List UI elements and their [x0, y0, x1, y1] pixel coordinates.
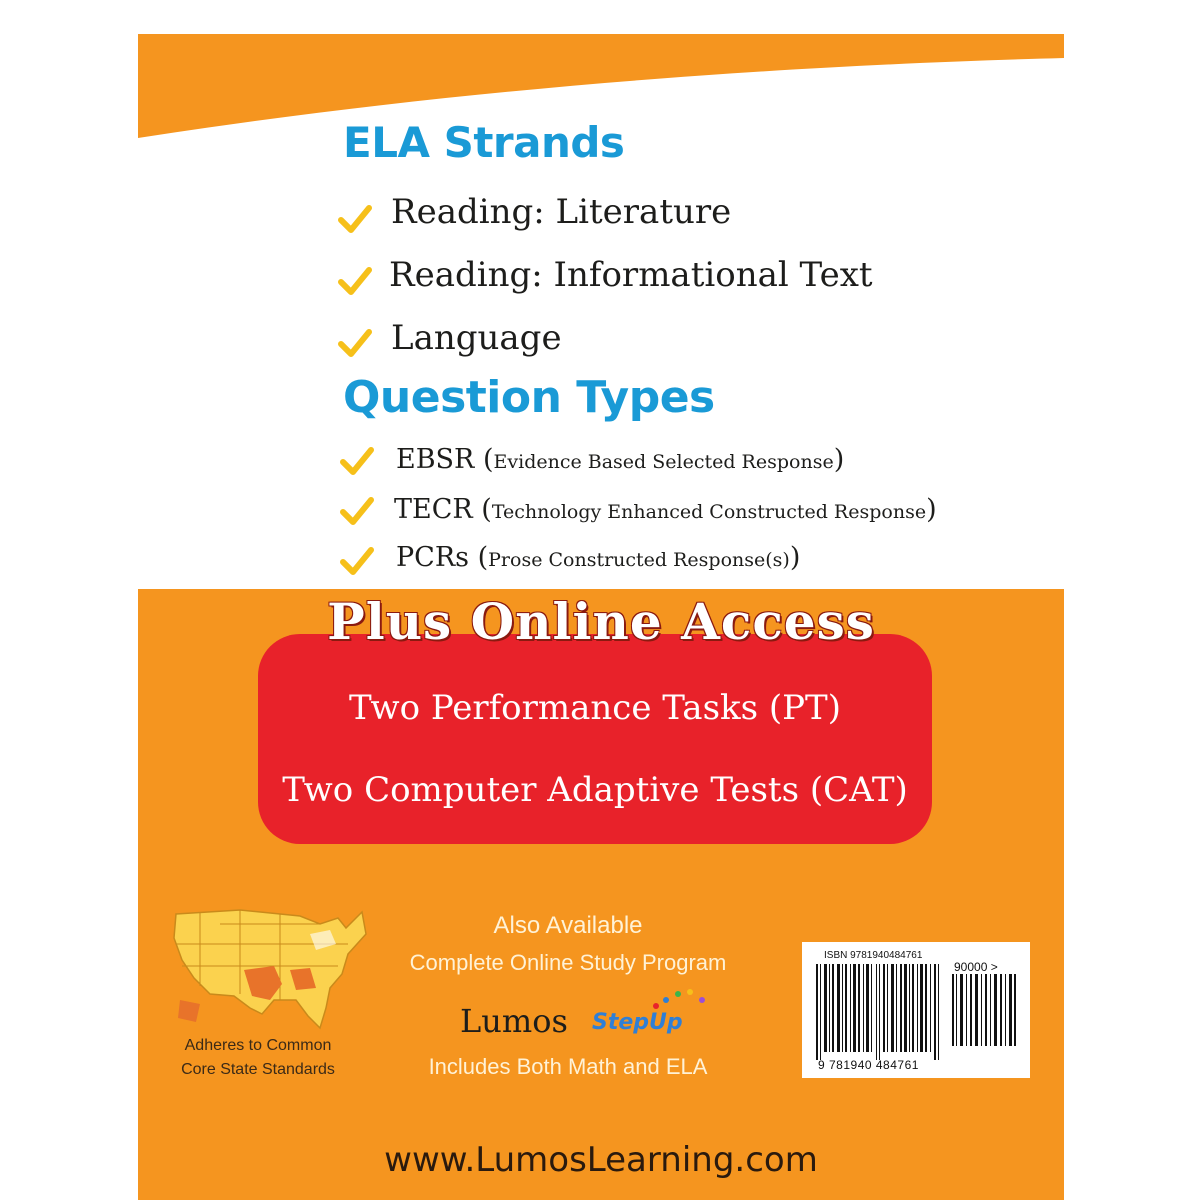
performance-tasks-text: Two Performance Tasks (PT): [349, 688, 841, 728]
standards-caption: [158, 1034, 358, 1082]
qtype-code: TECR: [394, 494, 473, 525]
lumos-brand: Lumos: [460, 1002, 568, 1040]
price-barcode-bars: [952, 974, 1018, 1046]
check-icon: [340, 446, 374, 476]
book-back-cover: [138, 34, 1064, 1200]
qtype-ebsr: EBSR (Evidence Based Selected Response): [396, 444, 845, 475]
qtype-detail: Prose Constructed Response(s): [488, 549, 790, 571]
stepup-dots-icon: [650, 986, 710, 1010]
qtype-code: PCRs: [396, 542, 470, 573]
website-url: www.LumosLearning.com: [384, 1140, 818, 1180]
barcode-digits: 9 781940 484761: [818, 1058, 919, 1072]
qtype-tecr: TECR (Technology Enhanced Constructed Response): [394, 494, 937, 525]
check-icon: [340, 496, 374, 526]
check-icon: [338, 266, 372, 296]
qtype-code: EBSR: [396, 444, 475, 475]
qtype-detail: Technology Enhanced Constructed Response: [491, 501, 927, 523]
price-code: 90000 >: [954, 960, 998, 974]
qtype-detail: Evidence Based Selected Response: [493, 451, 834, 473]
ela-strands-heading: ELA Strands: [343, 118, 625, 167]
plus-online-access-title: Plus Online Access: [327, 592, 875, 651]
online-study-program-text: Complete Online Study Program: [409, 950, 727, 975]
check-icon: [338, 328, 372, 358]
caption-line: Adheres to Common: [184, 1037, 332, 1054]
strand-reading-literature: Reading: Literature: [391, 192, 732, 232]
question-types-heading: Question Types: [343, 372, 715, 423]
also-available-text: Also Available: [493, 912, 643, 939]
isbn-label: ISBN 9781940484761: [824, 950, 923, 961]
adaptive-tests-text: Two Computer Adaptive Tests (CAT): [282, 770, 908, 810]
barcode: [802, 942, 1030, 1078]
strand-reading-informational: Reading: Informational Text: [389, 255, 873, 295]
strand-language: Language: [391, 318, 562, 358]
includes-math-ela-text: Includes Both Math and ELA: [428, 1054, 708, 1079]
check-icon: [338, 204, 372, 234]
usa-map-icon: [170, 904, 370, 1034]
stepup-logo-text: StepUp: [592, 1010, 683, 1035]
qtype-pcrs: PCRs (Prose Constructed Response(s)): [396, 542, 801, 573]
online-access-box: [258, 634, 932, 844]
check-icon: [340, 546, 374, 576]
barcode-bars: [816, 964, 944, 1060]
caption-line: Core State Standards: [181, 1061, 335, 1078]
